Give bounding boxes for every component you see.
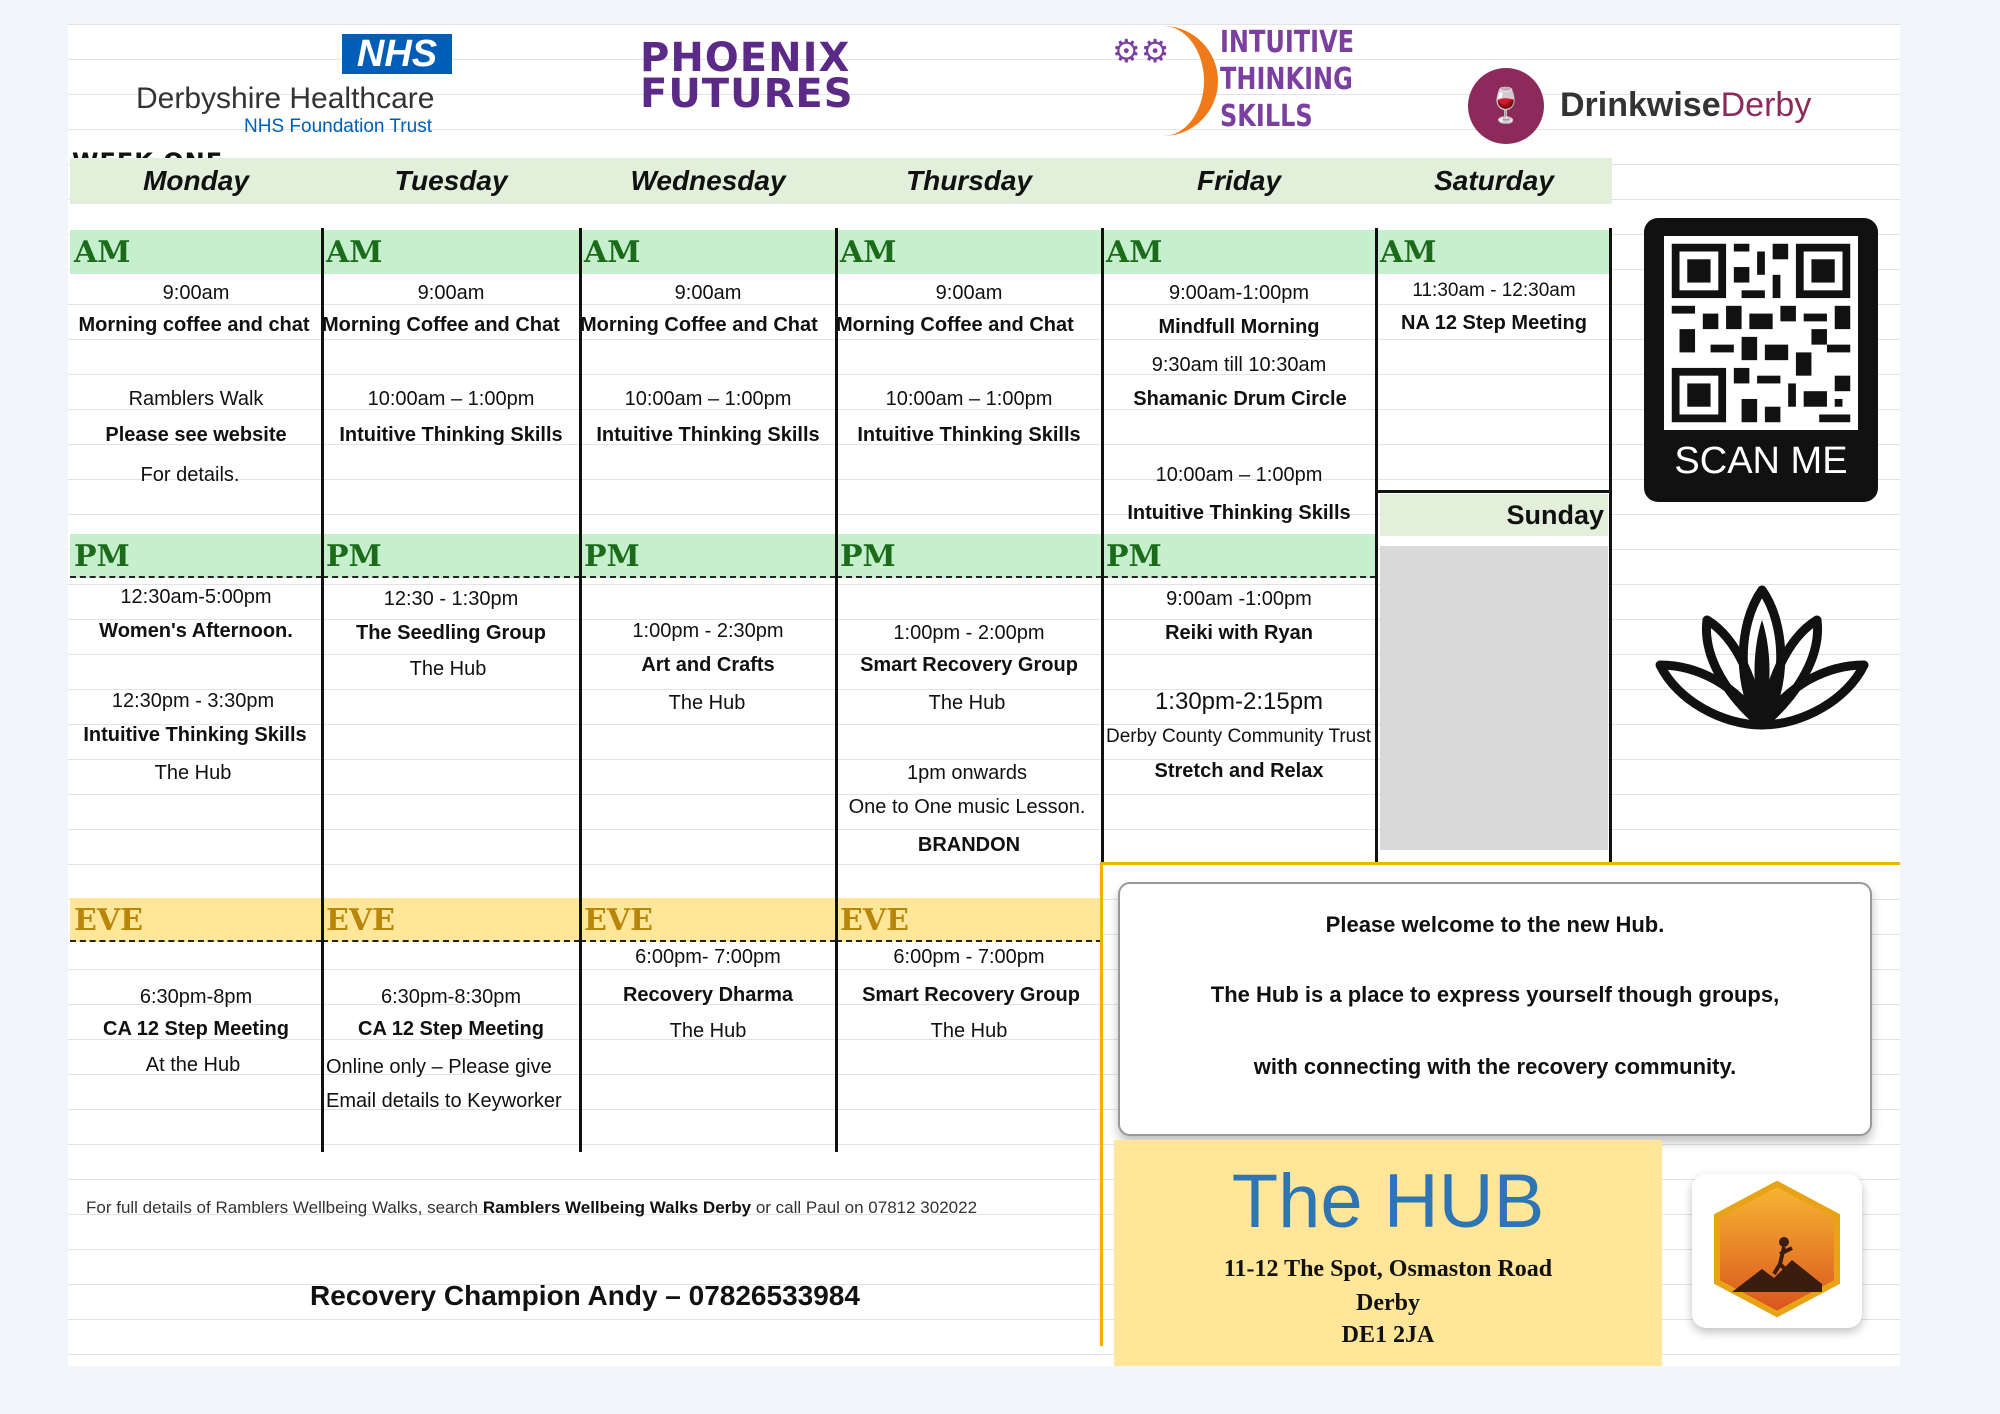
tuesday-eve-time: 6:30pm-8:30pm: [380, 986, 522, 1008]
ramblers-note-phone: or call Paul on 07812 302022: [751, 1198, 978, 1217]
tuesday-eve-activity: CA 12 Step Meeting: [358, 1018, 544, 1040]
wednesday-am-time: 9:00am: [674, 282, 742, 304]
day-header-saturday: Saturday: [1376, 158, 1612, 204]
wednesday-am-activity-2: Intuitive Thinking Skills: [596, 424, 820, 446]
intuitive-thinking-skills-logo: [1108, 24, 1355, 144]
its-word-3: SKILLS: [1220, 99, 1313, 134]
qr-code-card: [1644, 218, 1878, 502]
tuesday-eve-note-2: Email details to Keyworker: [326, 1090, 562, 1112]
tuesday-pm-location: The Hub: [409, 658, 487, 680]
saturday-divider: [1376, 490, 1612, 493]
monday-eve-location: At the Hub: [145, 1054, 241, 1076]
friday-pm-activity-2: Stretch and Relax: [1154, 760, 1324, 782]
its-word-1: INTUITIVE: [1220, 25, 1355, 60]
wednesday-am-time-2: 10:00am – 1:00pm: [624, 388, 792, 410]
monday-am-walk: Ramblers Walk: [128, 388, 264, 410]
friday-am-activity: Mindfull Morning: [1158, 316, 1320, 338]
eve-band-tuesday: EVE: [322, 898, 580, 942]
nhs-badge: NHS: [342, 34, 452, 74]
thursday-eve-time: 6:00pm - 7:00pm: [893, 946, 1045, 968]
tuesday-am-activity: Morning Coffee and Chat: [322, 314, 560, 336]
drinkwise-word: Drinkwise: [1560, 86, 1721, 124]
phoenix-word: PHOENIX: [640, 35, 851, 81]
derby-word: Derby: [1720, 86, 1812, 124]
wednesday-eve-time: 6:00pm- 7:00pm: [635, 946, 781, 968]
thursday-pm-location: The Hub: [928, 692, 1006, 714]
hub-postcode: DE1 2JA: [1341, 1322, 1435, 1348]
monday-pm-activity-1: Women's Afternoon.: [99, 620, 293, 642]
saturday-am-time: 11:30am - 12:30am: [1412, 280, 1576, 301]
thursday-eve-location: The Hub: [930, 1020, 1008, 1042]
day-header-friday: Friday: [1102, 158, 1376, 204]
sunday-header: Sunday: [1380, 494, 1608, 536]
thursday-am-time: 9:00am: [935, 282, 1003, 304]
day-header-wednesday: Wednesday: [580, 158, 836, 204]
tuesday-am-activity-2: Intuitive Thinking Skills: [339, 424, 563, 446]
day-header-monday: Monday: [70, 158, 322, 204]
am-band-thursday: AM: [836, 230, 1102, 274]
hub-section-border: [1100, 862, 1900, 865]
lotus-icon: [1652, 580, 1872, 740]
tuesday-am-time-2: 10:00am – 1:00pm: [367, 388, 535, 410]
friday-am-time-3: 10:00am – 1:00pm: [1155, 464, 1323, 486]
wednesday-am-activity: Morning Coffee and Chat: [580, 314, 818, 336]
monday-eve-activity: CA 12 Step Meeting: [103, 1018, 289, 1040]
nhs-org-name: Derbyshire Healthcare: [136, 82, 435, 115]
friday-pm-time: 9:00am -1:00pm: [1166, 588, 1312, 610]
head-profile-icon: [1158, 26, 1218, 136]
friday-pm-time-2: 1:30pm-2:15pm: [1154, 688, 1324, 715]
nhs-logo: [130, 34, 460, 144]
thursday-pm-activity: Smart Recovery Group: [860, 654, 1078, 676]
sunday-blank-area: [1380, 546, 1608, 850]
monday-am-details: For details.: [140, 464, 240, 486]
column-divider: [835, 228, 838, 1152]
tuesday-am-time: 9:00am: [417, 282, 485, 304]
ramblers-note-text: For full details of Ramblers Wellbeing Walks, search: [86, 1198, 483, 1217]
am-band-wednesday: AM: [580, 230, 836, 274]
hub-address-line-2: Derby: [1356, 1290, 1420, 1316]
welcome-line-1: Please welcome to the new Hub.: [1325, 912, 1665, 937]
thursday-pm-activity-2: One to One music Lesson.: [848, 796, 1086, 818]
monday-pm-activity-2: Intuitive Thinking Skills: [83, 724, 307, 746]
thursday-am-time-2: 10:00am – 1:00pm: [885, 388, 1053, 410]
pm-band-wednesday: PM: [580, 534, 836, 578]
ramblers-search-term: Ramblers Wellbeing Walks Derby: [482, 1198, 752, 1217]
ramblers-note: [86, 1198, 977, 1218]
am-band-tuesday: AM: [322, 230, 580, 274]
pm-band-monday: PM: [70, 534, 322, 578]
am-band-monday: AM: [70, 230, 322, 274]
recovery-champion: Recovery Champion Andy – 07826533984: [310, 1280, 860, 1311]
eve-band-monday: EVE: [70, 898, 322, 942]
drinkwise-derby-logo: [1468, 66, 1838, 146]
tuesday-pm-time: 12:30 - 1:30pm: [383, 588, 519, 610]
pm-band-thursday: PM: [836, 534, 1102, 578]
welcome-box: [1118, 882, 1872, 1136]
thursday-am-activity-2: Intuitive Thinking Skills: [857, 424, 1081, 446]
pm-band-tuesday: PM: [322, 534, 580, 578]
scan-me-label: SCAN ME: [1674, 440, 1848, 482]
day-header-tuesday: Tuesday: [322, 158, 580, 204]
hexagon-climber-icon: [1692, 1174, 1862, 1328]
monday-pm-time-1: 12:30am-5:00pm: [120, 586, 272, 608]
monday-am-activity: Morning coffee and chat: [78, 314, 310, 336]
monday-am-website: Please see website: [105, 424, 287, 446]
monday-pm-time-2: 12:30pm - 3:30pm: [111, 690, 275, 712]
am-band-friday: AM: [1102, 230, 1376, 274]
hub-logo-tile: [1692, 1174, 1862, 1328]
nhs-trust-name: NHS Foundation Trust: [244, 116, 432, 137]
friday-am-time-2: 9:30am till 10:30am: [1151, 354, 1327, 376]
tuesday-pm-activity: The Seedling Group: [355, 622, 546, 644]
phoenix-futures-logo: [640, 35, 940, 130]
its-word-2: THINKING: [1220, 62, 1353, 97]
am-band-saturday: AM: [1376, 230, 1612, 274]
thursday-am-activity: Morning Coffee and Chat: [836, 314, 1074, 336]
thursday-pm-time: 1:00pm - 2:00pm: [893, 622, 1045, 644]
welcome-line-3: with connecting with the recovery community.: [1253, 1054, 1737, 1079]
thursday-pm-tutor: BRANDON: [917, 834, 1021, 856]
wednesday-pm-time: 1:00pm - 2:30pm: [632, 620, 784, 642]
monday-eve-time: 6:30pm-8pm: [139, 986, 253, 1008]
wednesday-eve-location: The Hub: [669, 1020, 747, 1042]
eve-band-wednesday: EVE: [580, 898, 836, 942]
wednesday-pm-location: The Hub: [668, 692, 746, 714]
hub-section-border: [1100, 862, 1103, 1346]
eve-band-thursday: EVE: [836, 898, 1102, 942]
monday-pm-location: The Hub: [154, 762, 232, 784]
futures-word: FUTURES: [640, 71, 854, 117]
day-header-thursday: Thursday: [836, 158, 1102, 204]
wednesday-eve-activity: Recovery Dharma: [622, 984, 794, 1006]
monday-am-time: 9:00am: [162, 282, 230, 304]
wednesday-pm-activity: Art and Crafts: [641, 654, 775, 676]
qr-code: [1664, 236, 1858, 430]
hub-address-card: [1114, 1140, 1662, 1366]
bottle-glass-icon: 🍷: [1468, 68, 1544, 144]
pm-band-friday: PM: [1102, 534, 1376, 578]
column-divider: [579, 228, 582, 1152]
thursday-eve-activity: Smart Recovery Group: [862, 984, 1080, 1006]
tuesday-eve-note-1: Online only – Please give: [326, 1056, 552, 1078]
saturday-am-activity: NA 12 Step Meeting: [1401, 312, 1587, 334]
friday-am-time: 9:00am-1:00pm: [1168, 282, 1310, 304]
welcome-line-2: The Hub is a place to express yourself though groups,: [1210, 982, 1780, 1007]
friday-pm-provider: Derby County Community Trust: [1106, 726, 1372, 747]
column-divider: [321, 228, 324, 1152]
thursday-pm-time-2: 1pm onwards: [906, 762, 1028, 784]
gears-icon: ⚙⚙: [1112, 33, 1170, 69]
hub-address-line-1: 11-12 The Spot, Osmaston Road: [1223, 1256, 1553, 1282]
friday-pm-activity: Reiki with Ryan: [1165, 622, 1313, 644]
friday-am-activity-2: Shamanic Drum Circle: [1133, 388, 1347, 410]
hub-title: The HUB: [1231, 1159, 1545, 1244]
friday-am-activity-3: Intuitive Thinking Skills: [1127, 502, 1351, 524]
